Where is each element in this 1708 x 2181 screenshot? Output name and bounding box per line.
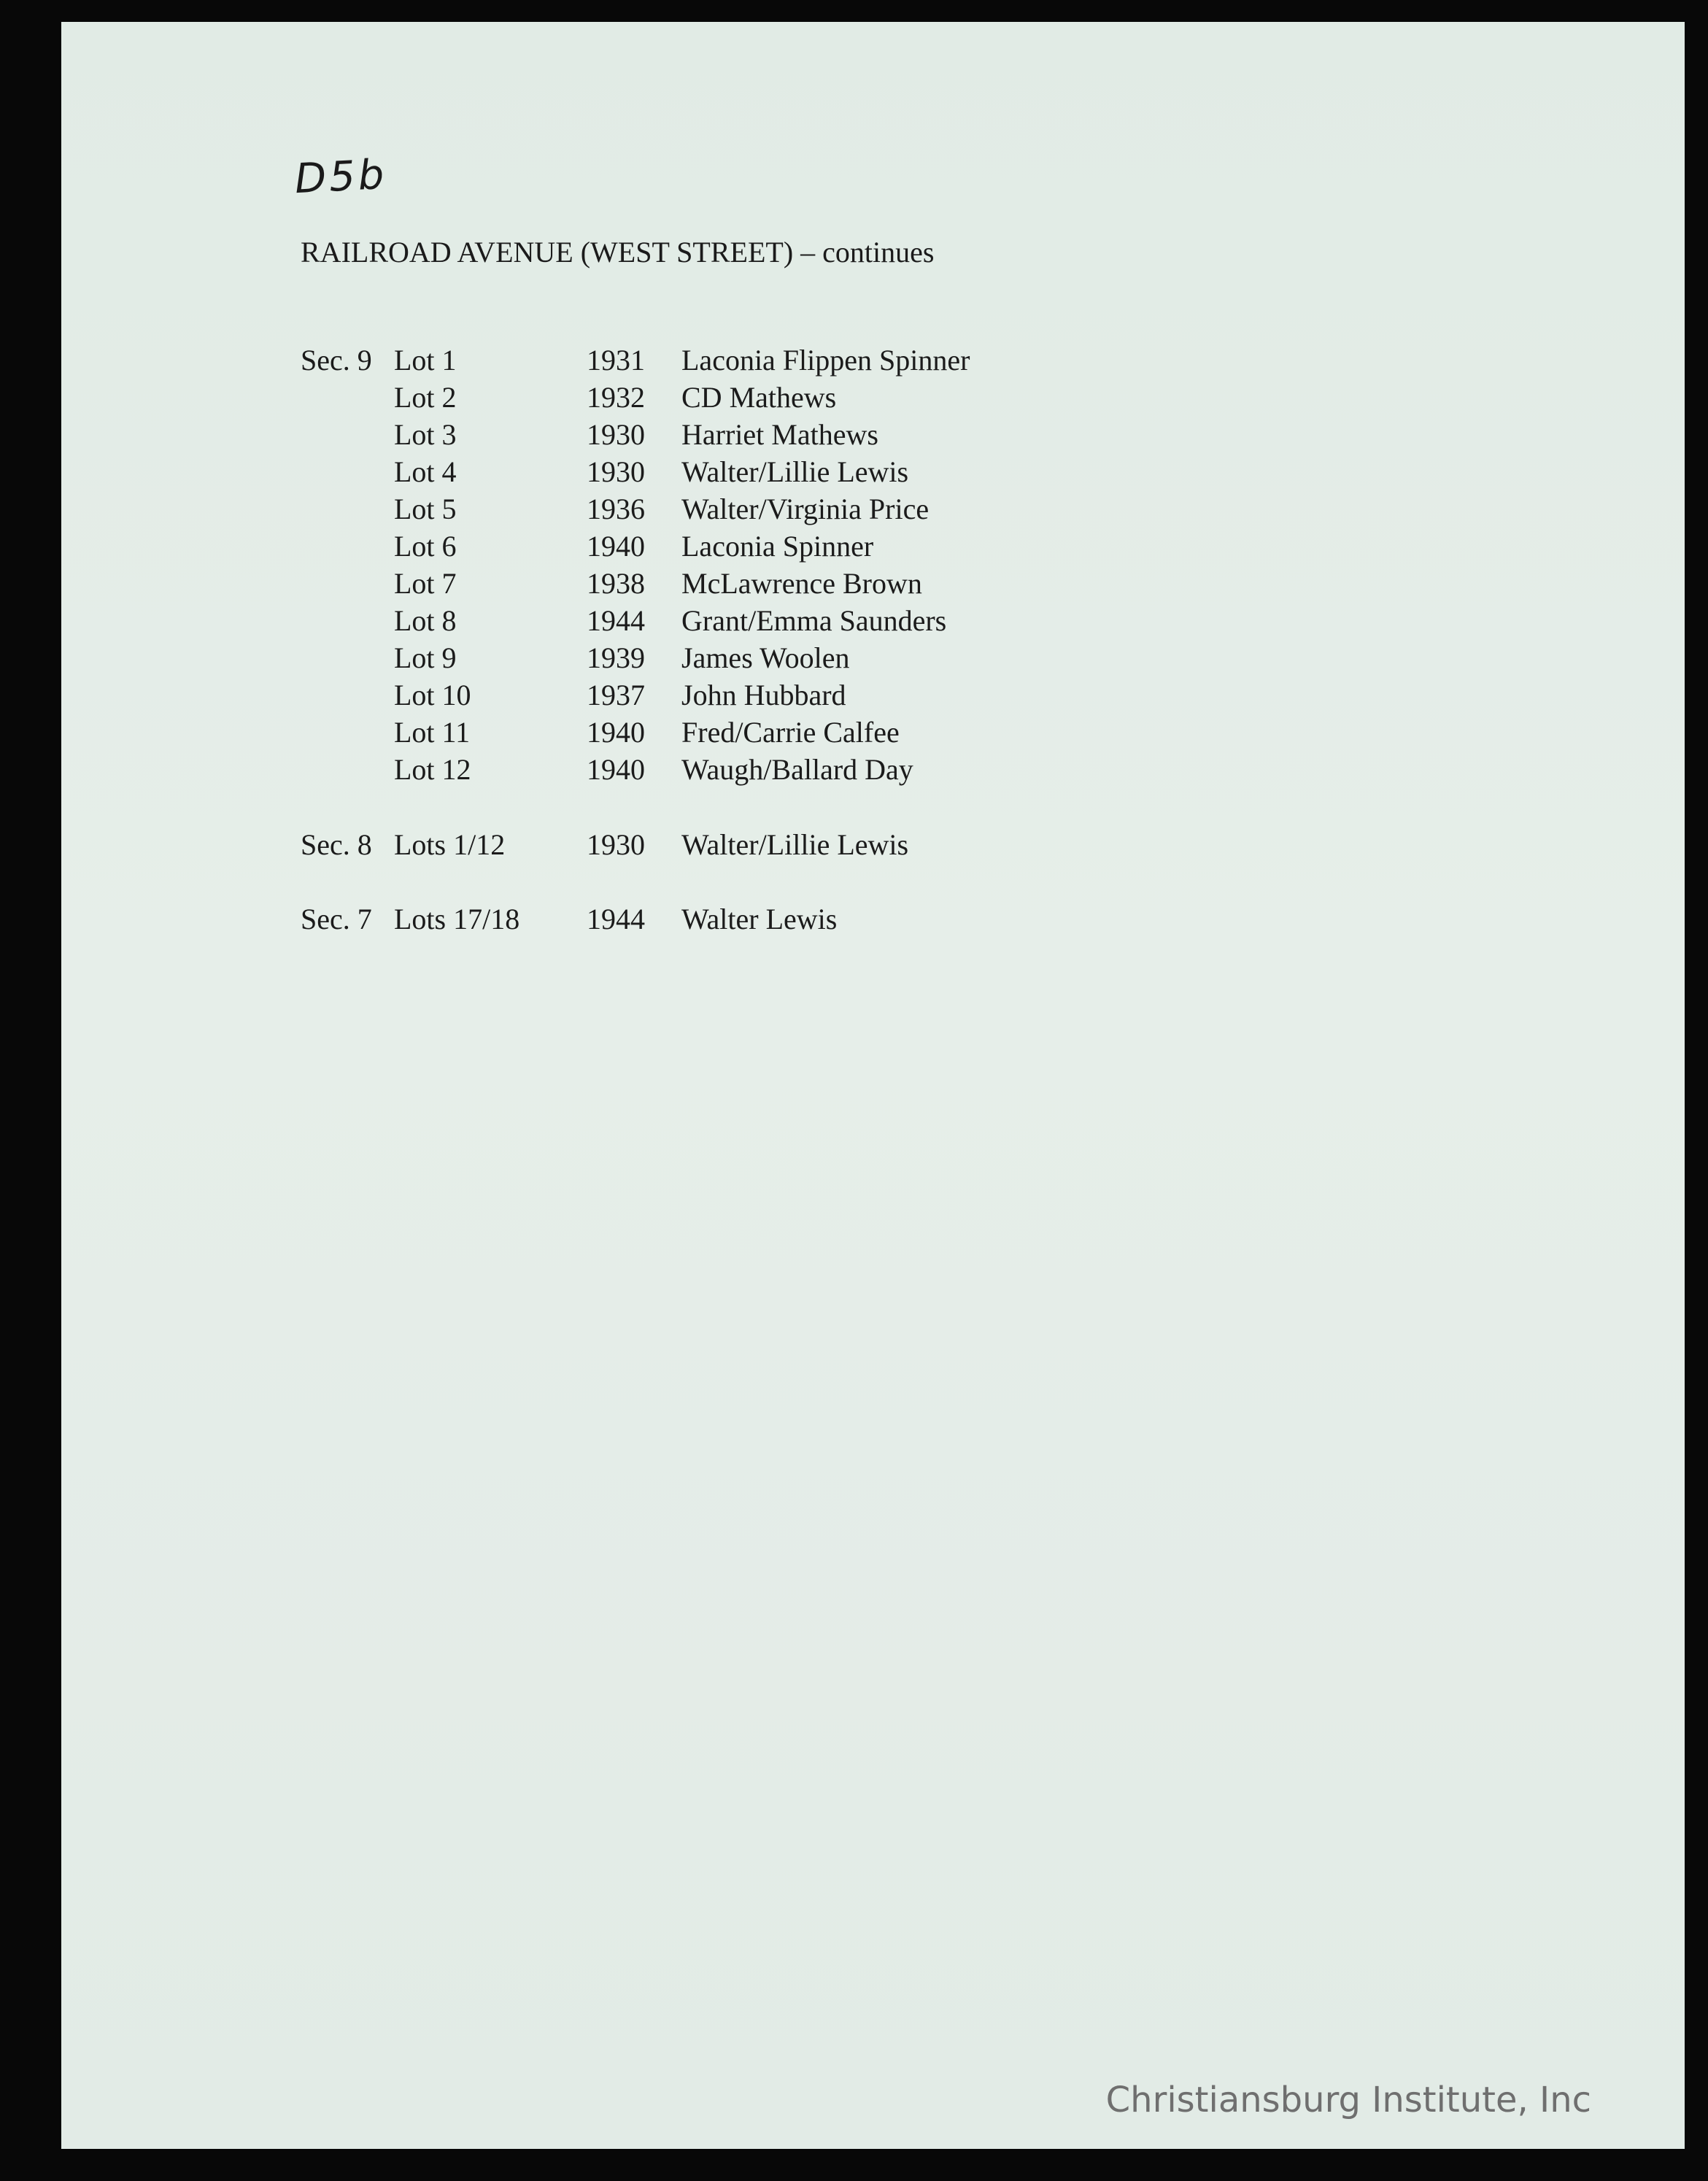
paper-sheet [61, 22, 1685, 2149]
record-year: 1944 [587, 903, 645, 935]
record-name: Fred/Carrie Calfee [681, 716, 900, 749]
record-lot: Lot 1 [394, 344, 457, 377]
record-name: Walter Lewis [681, 903, 838, 935]
record-name: Laconia Spinner [681, 530, 874, 563]
record-lot: Lot 10 [394, 679, 471, 711]
record-name: Waugh/Ballard Day [681, 753, 913, 786]
record-lot: Lot 11 [394, 716, 471, 749]
record-name: Walter/Lillie Lewis [681, 455, 909, 488]
record-year: 1939 [587, 641, 645, 674]
record-year: 1932 [587, 381, 645, 414]
record-name: Harriet Mathews [681, 418, 878, 451]
record-lot: Lot 9 [394, 641, 457, 674]
record-year: 1944 [587, 604, 645, 637]
record-name: Grant/Emma Saunders [681, 604, 947, 637]
handwritten-code: D5b [293, 150, 388, 204]
record-name: Walter/Virginia Price [681, 493, 930, 525]
record-name: Laconia Flippen Spinner [681, 344, 970, 377]
record-name: McLawrence Brown [681, 567, 922, 600]
record-year: 1930 [587, 455, 645, 488]
record-lot: Lot 4 [394, 455, 457, 488]
record-lot: Lot 5 [394, 493, 457, 525]
record-lot: Lot 3 [394, 418, 457, 451]
record-lot: Lot 6 [394, 530, 457, 563]
record-name: John Hubbard [681, 679, 846, 711]
record-year: 1940 [587, 753, 645, 786]
record-lot: Lot 12 [394, 753, 471, 786]
record-year: 1930 [587, 418, 645, 451]
record-section: Sec. 9 [301, 344, 372, 377]
record-lot: Lot 2 [394, 381, 457, 414]
record-section: Sec. 8 [301, 828, 372, 861]
record-year: 1938 [587, 567, 645, 600]
record-name: James Woolen [681, 641, 850, 674]
record-name: Walter/Lillie Lewis [681, 828, 909, 861]
record-year: 1930 [587, 828, 645, 861]
record-section: Sec. 7 [301, 903, 372, 935]
record-year: 1940 [587, 530, 645, 563]
page-heading: RAILROAD AVENUE (WEST STREET) – continues [301, 236, 935, 269]
record-name: CD Mathews [681, 381, 837, 414]
record-lot: Lots 17/18 [394, 903, 520, 935]
record-year: 1937 [587, 679, 645, 711]
record-lot: Lot 8 [394, 604, 457, 637]
record-year: 1940 [587, 716, 645, 749]
record-lot: Lots 1/12 [394, 828, 506, 861]
record-year: 1931 [587, 344, 645, 377]
watermark: Christiansburg Institute, Inc [1105, 2080, 1591, 2120]
record-lot: Lot 7 [394, 567, 457, 600]
record-year: 1936 [587, 493, 645, 525]
